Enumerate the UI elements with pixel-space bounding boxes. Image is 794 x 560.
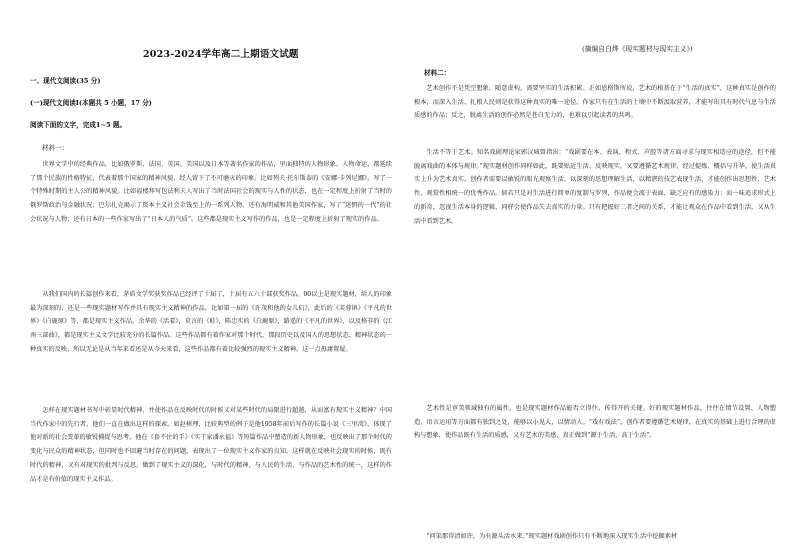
left-paragraph-3: 怎样在现实题材书写中彰显时代精神，并使作品在反映时代的时候又对某些时代的局限进行超越，从而富有现实主义精神？中国当代作家中的先行者，他们一直在做出这样的探索。如赵树理，比较典型的例子是他1958年前后写作的长篇小说《三里湾》，体现了他对新的社会变革的敏锐捕捉与思考。他在《套不住的手》《实干家潘永福》等短篇作品中塑造的新人物形象，也反映出了那个时代的变化与民众的精神状态，但同时也不回避当时存在的问题，表现出了一位现实主义作家的良知。这样就在反映社会现实的时候，既有时代的精神，又有对现实的批判与反思，做到了现实主义的深化，与时代的精神、与人民的生活、与作品的艺术性的统一，这样的作品才是有价值的现实主义作品。 xyxy=(30,407,392,483)
instruction-text: 阅读下面的文字，完成1~5 题。 xyxy=(30,121,127,129)
right-paragraph-3: 艺术性是审美领域独有的属性，也是现实题材作品能否立得住、传得开的关键。好的现实题材作品，往往在情节设置、人物塑造、语言运用等方面都有独到之处，能够以小见大，以情动人。“戏有戏法”，创作者要遵循艺术规律，在真实的基础上进行合理的虚构与想象，使作品既有生活的质感，又有艺术的美感，真正做到“源于生活，高于生活”。 xyxy=(414,405,776,440)
page-title: 2023-2024学年高二上期语文试题 xyxy=(143,49,299,60)
material-label: 材料一： xyxy=(42,144,69,152)
material-label-2: 材料二： xyxy=(424,69,451,77)
right-paragraph-1: 艺术创作不是凭空想象、随意虚构，需要坚实的生活积累。正如恩格斯所说，艺术的根基在于“生活的真实”，这种真实是创作的根本，而深入生活、扎根人民则是获得这种真实的唯一途径。作家只有在生活的土壤中不断汲取营养，才能写出具有时代气息与生活质感的作品；反之，脱离生活的创作必然是苍白无力的，也难以引起读者的共鸣。 xyxy=(414,85,776,120)
left-paragraph-2: 从我们国内的长篇创作来看，茅盾文学奖获奖作品已经评了十届了，十届有五六十部获奖作品。90以上是现实题材，给人的印象最为深刻的，还是一些现实题材写作并具有现实主义精神的作品。比如第一届的《许茂和他的女儿们》，此后的《芙蓉镇》《平凡的世界》《白鹿原》等，都是现实主义作品。余华的《活着》，莫言的《蛙》，陈忠实的《白鹿原》，路遥的《平凡的世界》，以及格非的《江南三部曲》，都是现实主义文学比较充分的长篇作品。这些作品都有着作家对那个时代、那段历史以及国人的思想状态、精神状态的一种真实的反映，所以无论是从当年来看还是从今天来看，这些作品都有着比较强烈的现实主义精神，这一点毋庸置疑。 xyxy=(30,291,392,353)
left-paragraph-1: 世界文学中的经典作品，比如俄罗斯、法国、英国、美国以及日本等著名作家的作品，里面独特的人物形象、人物命运，都延续了那个民族的性格特征，代表着那个国家的精神风貌，经人留下了不可磨灭的印象。比如列夫·托尔斯泰的《安娜·卡列尼娜》，写了一个特殊时期的主人公的精神风貌。比如福楼拜写包法利夫人写出了当时法国社会的现实与人性的状态，也在一定程度上折射了当时的俄罗斯政治与金融状况；巴尔扎克揭示了资本主义社会金钱至上的一系列人物。还有海明威和其他美国作家，写了“迷惘的一代”的社会状况与人物；还有日本的一些作家写出了“日本人的气质”。这些都是现实主义写作的作品，也是一定程度上折射了现实的作品。 xyxy=(30,161,392,223)
subsection-heading: (一)现代文阅读Ⅰ(本题共 5 小题，17 分) xyxy=(30,99,152,107)
section-heading: 一、现代文阅读(35 分) xyxy=(30,77,101,85)
source-note: (摘编自白烨《现实题材与现实主义》) xyxy=(582,45,693,53)
right-paragraph-2: 生活不等于艺术。知名戏剧理论家郭汉城曾指出：“戏剧要在本、表演、程式、声腔等诸方面寻求与现实相适应的途径，但不能脱离戏曲的本体与规律。”现实题材创作同样如此，既要贴近生活、反映现实，又要遵循艺术规律，经过提炼、概括与升华，使生活真实上升为艺术真实。创作者需要以敏锐的眼光观察生活，以深刻的思想理解生活，以精湛的技艺表现生活，才能创作出思想性、艺术性、观赏性相统一的优秀作品。倘若只是对生活进行简单的复制与罗列，作品便会流于表面，缺乏应有的感染力；而一味追求形式上的新奇，忽视生活本身的逻辑，同样会使作品失去真实的力量。只有把握好二者之间的关系，才能让观众在作品中看到生活，又从生活中看到艺术。 xyxy=(414,149,776,225)
right-paragraph-4: “问渠那得清如许，为有源头活水来。”现实题材戏剧创作只有不断地深入现实生活中挖掘素材 xyxy=(426,533,678,540)
